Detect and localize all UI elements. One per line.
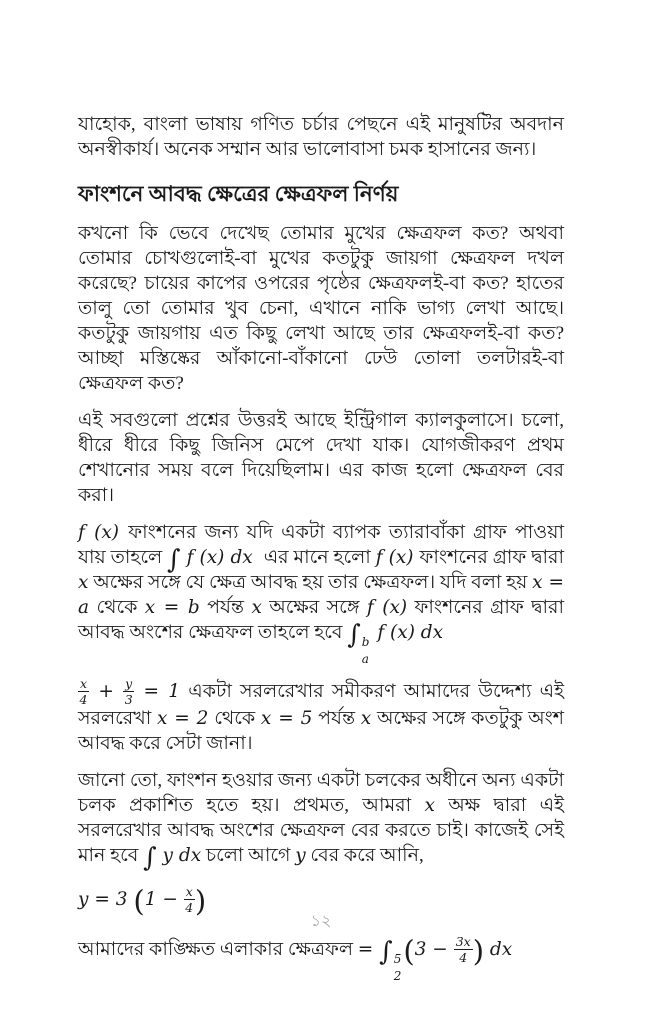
- big-parenthesis: (: [403, 934, 415, 968]
- text-run: ফাংশনের গ্রাফ দ্বারা আবদ্ধ অংশের ক্ষেত্রফল তাহলে হবে: [78, 597, 564, 643]
- integral-sign: ∫: [167, 545, 181, 575]
- integral: [379, 937, 403, 983]
- text-run: পর্যন্ত: [312, 708, 361, 729]
- equation-area: [78, 928, 564, 982]
- text-run: বের করে আনি,: [305, 845, 424, 866]
- integral-lower-limit: a: [361, 652, 369, 666]
- math-run: y: [295, 845, 306, 866]
- text-run: অক্ষ দ্বারা এই সরলরেখার আবদ্ধ অংশের ক্ষেত্রফল বের করতে চাই। কাজেই সেই মান হবে: [78, 795, 564, 866]
- paragraph-fx-function: [78, 520, 570, 666]
- big-parenthesis: (: [133, 884, 145, 918]
- integral-limits: [362, 637, 370, 665]
- text-run: জানো তো, ফাংশন হওয়ার জন্য একটা চলকের অধীনে অন্য একটা চলক প্রকাশিত হতে হয়। প্রথমত, আমরা: [78, 770, 564, 816]
- text-run: এই সবগুলো প্রশ্নের উত্তরই আছে ইন্ট্রিগাল ক্যালকুলাসে। চলো, ধীরে ধীরে কিছু জিনিস মেপে দেখা যাক। যোগজীকরণ প্রথম শেখানোর সময় বলে দিয়েছিলাম। এর কাজ হলো ক্ষেত্রফল বের করা।: [78, 410, 564, 506]
- math-run: x: [251, 597, 262, 618]
- text-run: যাহোক, বাংলা ভাষায় গণিত চর্চার পেছনে এই মানুষটির অবদান অনস্বীকার্য। অনেক সম্মান আর ভালোবাসা চমক হাসানের জন্য।: [78, 114, 564, 160]
- text-run: অক্ষের সঙ্গে কতটুকু অংশ আবদ্ধ করে সেটা জানা।: [78, 708, 565, 754]
- big-parenthesis: ): [194, 884, 207, 918]
- integral-upper-limit: b: [361, 635, 370, 649]
- math-run: x = a: [78, 572, 570, 618]
- math-run: x = 5: [260, 708, 313, 729]
- text-run: অক্ষের সঙ্গে যে ক্ষেত্র আবদ্ধ হয় তার ক্ষেত্রফল। যদি বলা হয়: [88, 572, 533, 593]
- integral-limits: [394, 954, 402, 982]
- text-run: থেকে: [208, 708, 261, 729]
- fraction-denominator: 3: [124, 692, 133, 707]
- fraction-denominator: 4: [185, 900, 194, 915]
- math-run: 3 −: [414, 939, 454, 960]
- text-run: চলো আগে: [201, 845, 296, 866]
- paragraph-acknowledgement: [78, 112, 564, 162]
- integral: [167, 545, 181, 575]
- math-run: 1 −: [144, 889, 184, 910]
- fraction-numerator: 3x: [455, 934, 471, 949]
- fraction-denominator: 4: [459, 950, 468, 965]
- math-run: +: [89, 681, 124, 702]
- math-run: y dx: [156, 845, 202, 866]
- paragraph-variable-function: [78, 768, 564, 873]
- text-run: কখনো কি ভেবে দেখেছ তোমার মুখের ক্ষেত্রফল কত? অথবা তোমার চোখগুলোই-বা মুখের কতটুকু জায়গা ক্ষেত্রফল দখল করেছে? চায়ের কাপের ওপরের পৃষ্ঠের ক্ষেত্রফলই-বা কত? হাতের তালু তো তোমার খুব চেনা, এখানে নাকি ভাগ্য লেখা আছে। কতটুকু জায়গায় এত কিছু লেখা আছে তার ক্ষেত্রফলই-বা কত? আচ্ছা মস্তিষ্কের আঁকানো-বাঁকানো ঢেউ তোলা তলটারই-বা ক্ষেত্রফল কত?: [78, 223, 564, 394]
- section-heading: ফাংশনে আবদ্ধ ক্ষেত্রের ক্ষেত্রফল নির্ণয়: [78, 182, 399, 206]
- integral-upper-limit: 5: [393, 952, 402, 966]
- math-run: x = b: [144, 597, 200, 618]
- fraction: [454, 935, 473, 964]
- paragraph-area-questions: [78, 221, 564, 396]
- text-run: আমাদের কাঙ্ক্ষিত এলাকার ক্ষেত্রফল: [78, 939, 358, 960]
- math-run: dx: [484, 939, 513, 960]
- fraction-numerator: x: [185, 884, 193, 899]
- math-run: f (x): [78, 522, 129, 543]
- math-run: x = 2: [156, 708, 209, 729]
- math-run: y = 3: [78, 889, 134, 910]
- text-run: একটা সরলরেখার সমীকরণ আমাদের উদ্দেশ্য এই সরলরেখা: [78, 681, 564, 729]
- math-run: x: [78, 572, 89, 593]
- text-run: থেকে: [89, 597, 145, 618]
- math-run: = 1: [134, 681, 181, 702]
- paragraph-integral-calculus: [78, 408, 564, 508]
- integral: [143, 843, 157, 873]
- fraction-denominator: 4: [79, 692, 88, 707]
- big-parenthesis: ): [472, 934, 485, 968]
- page-content: [78, 0, 570, 983]
- page-number: ১২: [310, 913, 332, 930]
- integral-sign: ∫: [347, 620, 361, 650]
- math-run: x: [360, 708, 372, 729]
- math-run: =: [357, 939, 380, 960]
- fraction: [78, 677, 89, 706]
- paragraph-straight-line: [78, 677, 564, 756]
- integral-sign: ∫: [143, 843, 157, 873]
- fraction: [123, 677, 134, 706]
- fraction-numerator: x: [80, 676, 88, 691]
- math-run: f (x): [375, 547, 420, 568]
- integral-sign: ∫: [379, 937, 393, 967]
- text-run: পর্যন্ত: [199, 597, 252, 618]
- integral: [347, 620, 371, 666]
- math-run: f (x): [366, 597, 408, 618]
- fraction-numerator: y: [125, 676, 133, 691]
- text-run: ফাংশনের জন্য যদি একটা ব্যাপক ত্যারাবাঁকা গ্রাফ পাওয়া যায় তাহলে: [78, 522, 564, 568]
- text-run: ফাংশনের গ্রাফ দ্বারা: [419, 547, 565, 568]
- text-run: এর মানে হলো: [258, 547, 376, 568]
- math-run: f (x) dx: [371, 622, 444, 643]
- math-run: f (x) dx: [180, 547, 259, 568]
- text-run: অক্ষের সঙ্গে: [261, 597, 367, 618]
- math-run: x: [424, 795, 435, 816]
- integral-lower-limit: 2: [393, 969, 402, 983]
